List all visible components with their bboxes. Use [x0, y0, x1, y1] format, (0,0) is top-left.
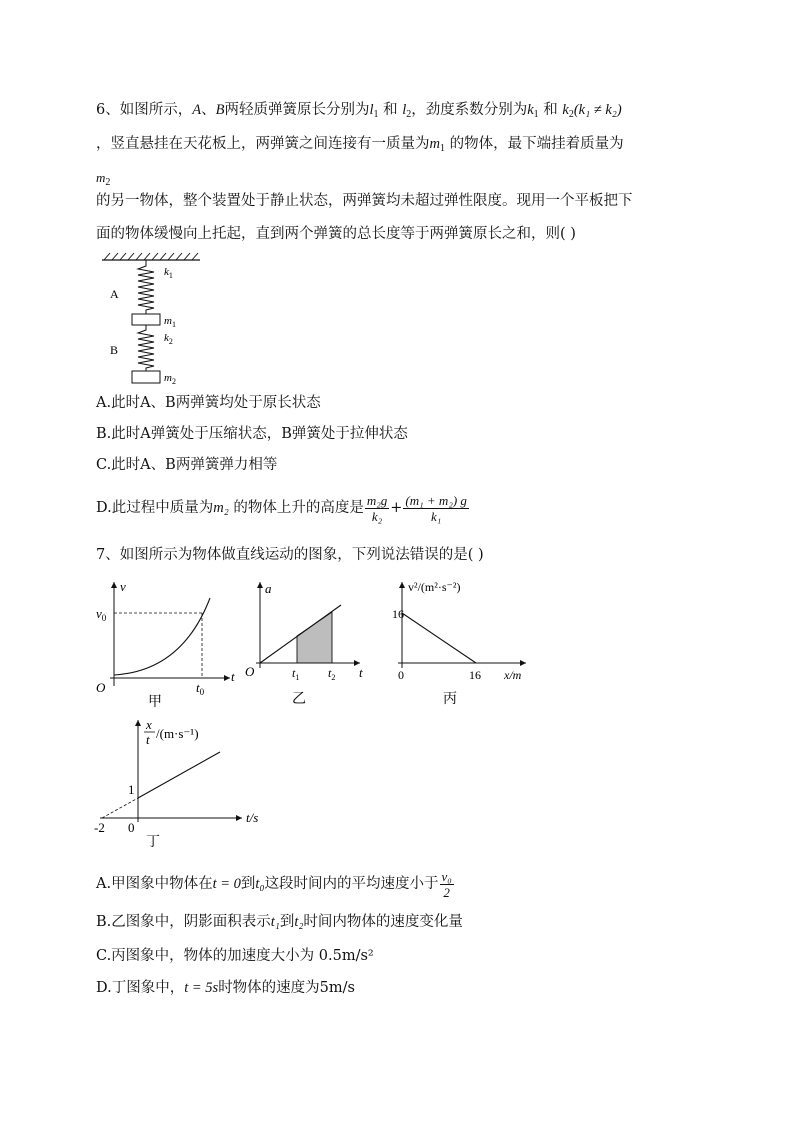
- separator: 、: [201, 102, 216, 118]
- q7-option-b-mid: 到: [279, 914, 295, 930]
- l2-symbol: $l_2$: [402, 102, 412, 120]
- q6-line4: 面的物体缓慢向上托起，直到两个弹簧的总长度等于两弹簧原长之和，则( ): [96, 226, 576, 242]
- q7-option-d: [96, 978, 355, 998]
- k-inequality: (k₁ ≠ k₂): [573, 102, 622, 118]
- chart-bing: [390, 576, 540, 712]
- bing-ylabel: v²/(m²·s⁻²): [408, 580, 461, 594]
- q7-option-c: C.丙图象中，物体的加速度大小为 0.5m/s²: [96, 948, 374, 964]
- q7-option-b: [96, 912, 463, 932]
- bing-ytick-16: 16: [392, 607, 404, 621]
- k2-symbol: $k_2$: [562, 102, 574, 120]
- q6-option-c: C.此时A、B两弹簧弹力相等: [96, 457, 278, 473]
- q7-option-d-suffix: 时物体的速度为5m/s: [218, 980, 355, 996]
- yi-t1-label: $t_1$: [292, 666, 300, 682]
- jia-t0-label: $t_0$: [196, 680, 205, 697]
- q6-line1b: 两轻质弹簧原长分别为: [224, 102, 370, 118]
- q6-option-b: B.此时A弹簧处于压缩状态，B弹簧处于拉伸状态: [96, 426, 408, 442]
- spring-a: [138, 260, 154, 314]
- q6-option-d-prefix: D.此过程中质量为: [96, 500, 214, 516]
- q7-option-a-suffix: 这段时间内的平均速度小于: [264, 876, 439, 892]
- ding-ylabel-num: x: [146, 717, 152, 732]
- yi-caption: 乙: [292, 692, 306, 707]
- q7-option-b-t2: t₂: [294, 914, 304, 930]
- ding-caption: 丁: [146, 835, 160, 850]
- ding-origin: 0: [128, 820, 135, 835]
- yi-ylabel: a: [265, 581, 272, 596]
- q7-option-b-prefix: B.乙图象中，阴影面积表示: [96, 914, 271, 930]
- chart-jia: [92, 576, 240, 712]
- ding-ylabel-den: t: [146, 732, 150, 747]
- bing-caption: 丙: [443, 692, 457, 707]
- q6-line1a: 6、如图所示，: [96, 102, 193, 118]
- yi-origin: O: [245, 664, 255, 679]
- q7-option-d-prefix: D.丁图象中，: [96, 980, 185, 996]
- label-b: B: [110, 343, 119, 357]
- bing-line: [402, 613, 476, 663]
- mass-m1: [132, 314, 160, 325]
- spring-b: [138, 325, 154, 371]
- k1-symbol: $k_1$: [527, 102, 539, 120]
- q6-line3: 的另一物体，整个装置处于静止状态，两弹簧均未超过弹性限度。现用一个平板把下: [96, 193, 633, 209]
- q6-line1: [96, 100, 622, 125]
- q6-option-d-m2: m₂: [213, 500, 229, 516]
- ding-xlabel: t/s: [246, 810, 259, 825]
- q7-option-a-cond: t = 0: [212, 876, 241, 892]
- bing-origin: 0: [398, 668, 404, 682]
- fraction-m2g-k2: $\frac{\text{m₂g}}{\text{k₂}}$: [366, 492, 388, 524]
- mass-m2: [132, 371, 160, 383]
- ding-line: [138, 752, 220, 798]
- jia-v0-label: $v_0$: [96, 606, 107, 623]
- ding-ytick-1: 1: [128, 782, 135, 797]
- jia-caption: 甲: [148, 695, 162, 710]
- fraction-v0-2: $\frac{\text{v₀}}{2}$: [441, 868, 452, 900]
- label-k1: $k_1$: [164, 266, 173, 280]
- label-m2: $m_2$: [164, 372, 176, 386]
- bing-xlabel: x/m: [504, 668, 522, 682]
- q7-option-b-suffix: 时间内物体的速度变化量: [303, 914, 463, 930]
- q6-option-d: [96, 490, 470, 526]
- ding-xtick-neg2: -2: [94, 820, 105, 835]
- bing-xtick-16: 16: [469, 668, 481, 682]
- q6-line2: [96, 134, 624, 159]
- spring-b-name: B: [215, 102, 225, 118]
- chart-ding: [92, 714, 282, 854]
- ding-ylabel-unit: /(m·s⁻¹): [156, 726, 199, 741]
- jia-xlabel: t: [231, 669, 235, 684]
- plus-sign: +: [390, 500, 403, 516]
- jia-origin: O: [96, 680, 106, 695]
- q6-option-d-mid: 的物体上升的高度是: [228, 500, 364, 516]
- yi-xlabel: t: [359, 665, 363, 680]
- l1-symbol: $l_1$: [369, 102, 379, 120]
- jia-curve: [114, 598, 210, 675]
- m1-symbol: $m_1$: [429, 136, 445, 154]
- q7-option-a-prefix: A.甲图象中物体在: [96, 876, 213, 892]
- q6-line2-text: ，竖直悬挂在天花板上，两弹簧之间连接有一质量为: [96, 136, 430, 152]
- fraction-m1m2g-k1: $\frac{\text{(m₁ + m₂) g}}{\text{k₁}}$: [405, 492, 467, 524]
- and-word-2: 和: [538, 102, 563, 118]
- q7-option-b-t1: t₁: [270, 914, 280, 930]
- jia-ylabel: v: [120, 579, 126, 594]
- q6-option-a: A.此时A、B两弹簧均处于原长状态: [96, 395, 321, 411]
- yi-t2-label: $t_2$: [328, 666, 336, 682]
- and-word: 和: [378, 102, 403, 118]
- q6-line1c: ，劲度系数分别为: [411, 102, 528, 118]
- q7-stem: 7、如图所示为物体做直线运动的图象，下列说法错误的是( ): [96, 547, 484, 563]
- q7-option-a: [96, 866, 455, 902]
- chart-yi: [244, 576, 376, 712]
- ding-dashed-extension: [102, 798, 138, 818]
- q7-option-a-t0: t₀: [255, 876, 265, 892]
- label-k2: $k_2$: [164, 332, 173, 346]
- label-a: A: [110, 287, 119, 301]
- q7-option-d-cond: t = 5s: [184, 980, 219, 996]
- m2-symbol-line: $m_2$: [96, 170, 111, 188]
- q6-line2b-text: 的物体，最下端挂着质量为: [444, 136, 624, 152]
- spring-diagram: [96, 250, 216, 390]
- ceiling: [102, 253, 200, 260]
- q7-option-a-mid: 到: [240, 876, 256, 892]
- yi-shaded-area: [297, 612, 332, 663]
- label-m1: $m_1$: [164, 315, 176, 329]
- spring-a-name: A: [192, 102, 202, 118]
